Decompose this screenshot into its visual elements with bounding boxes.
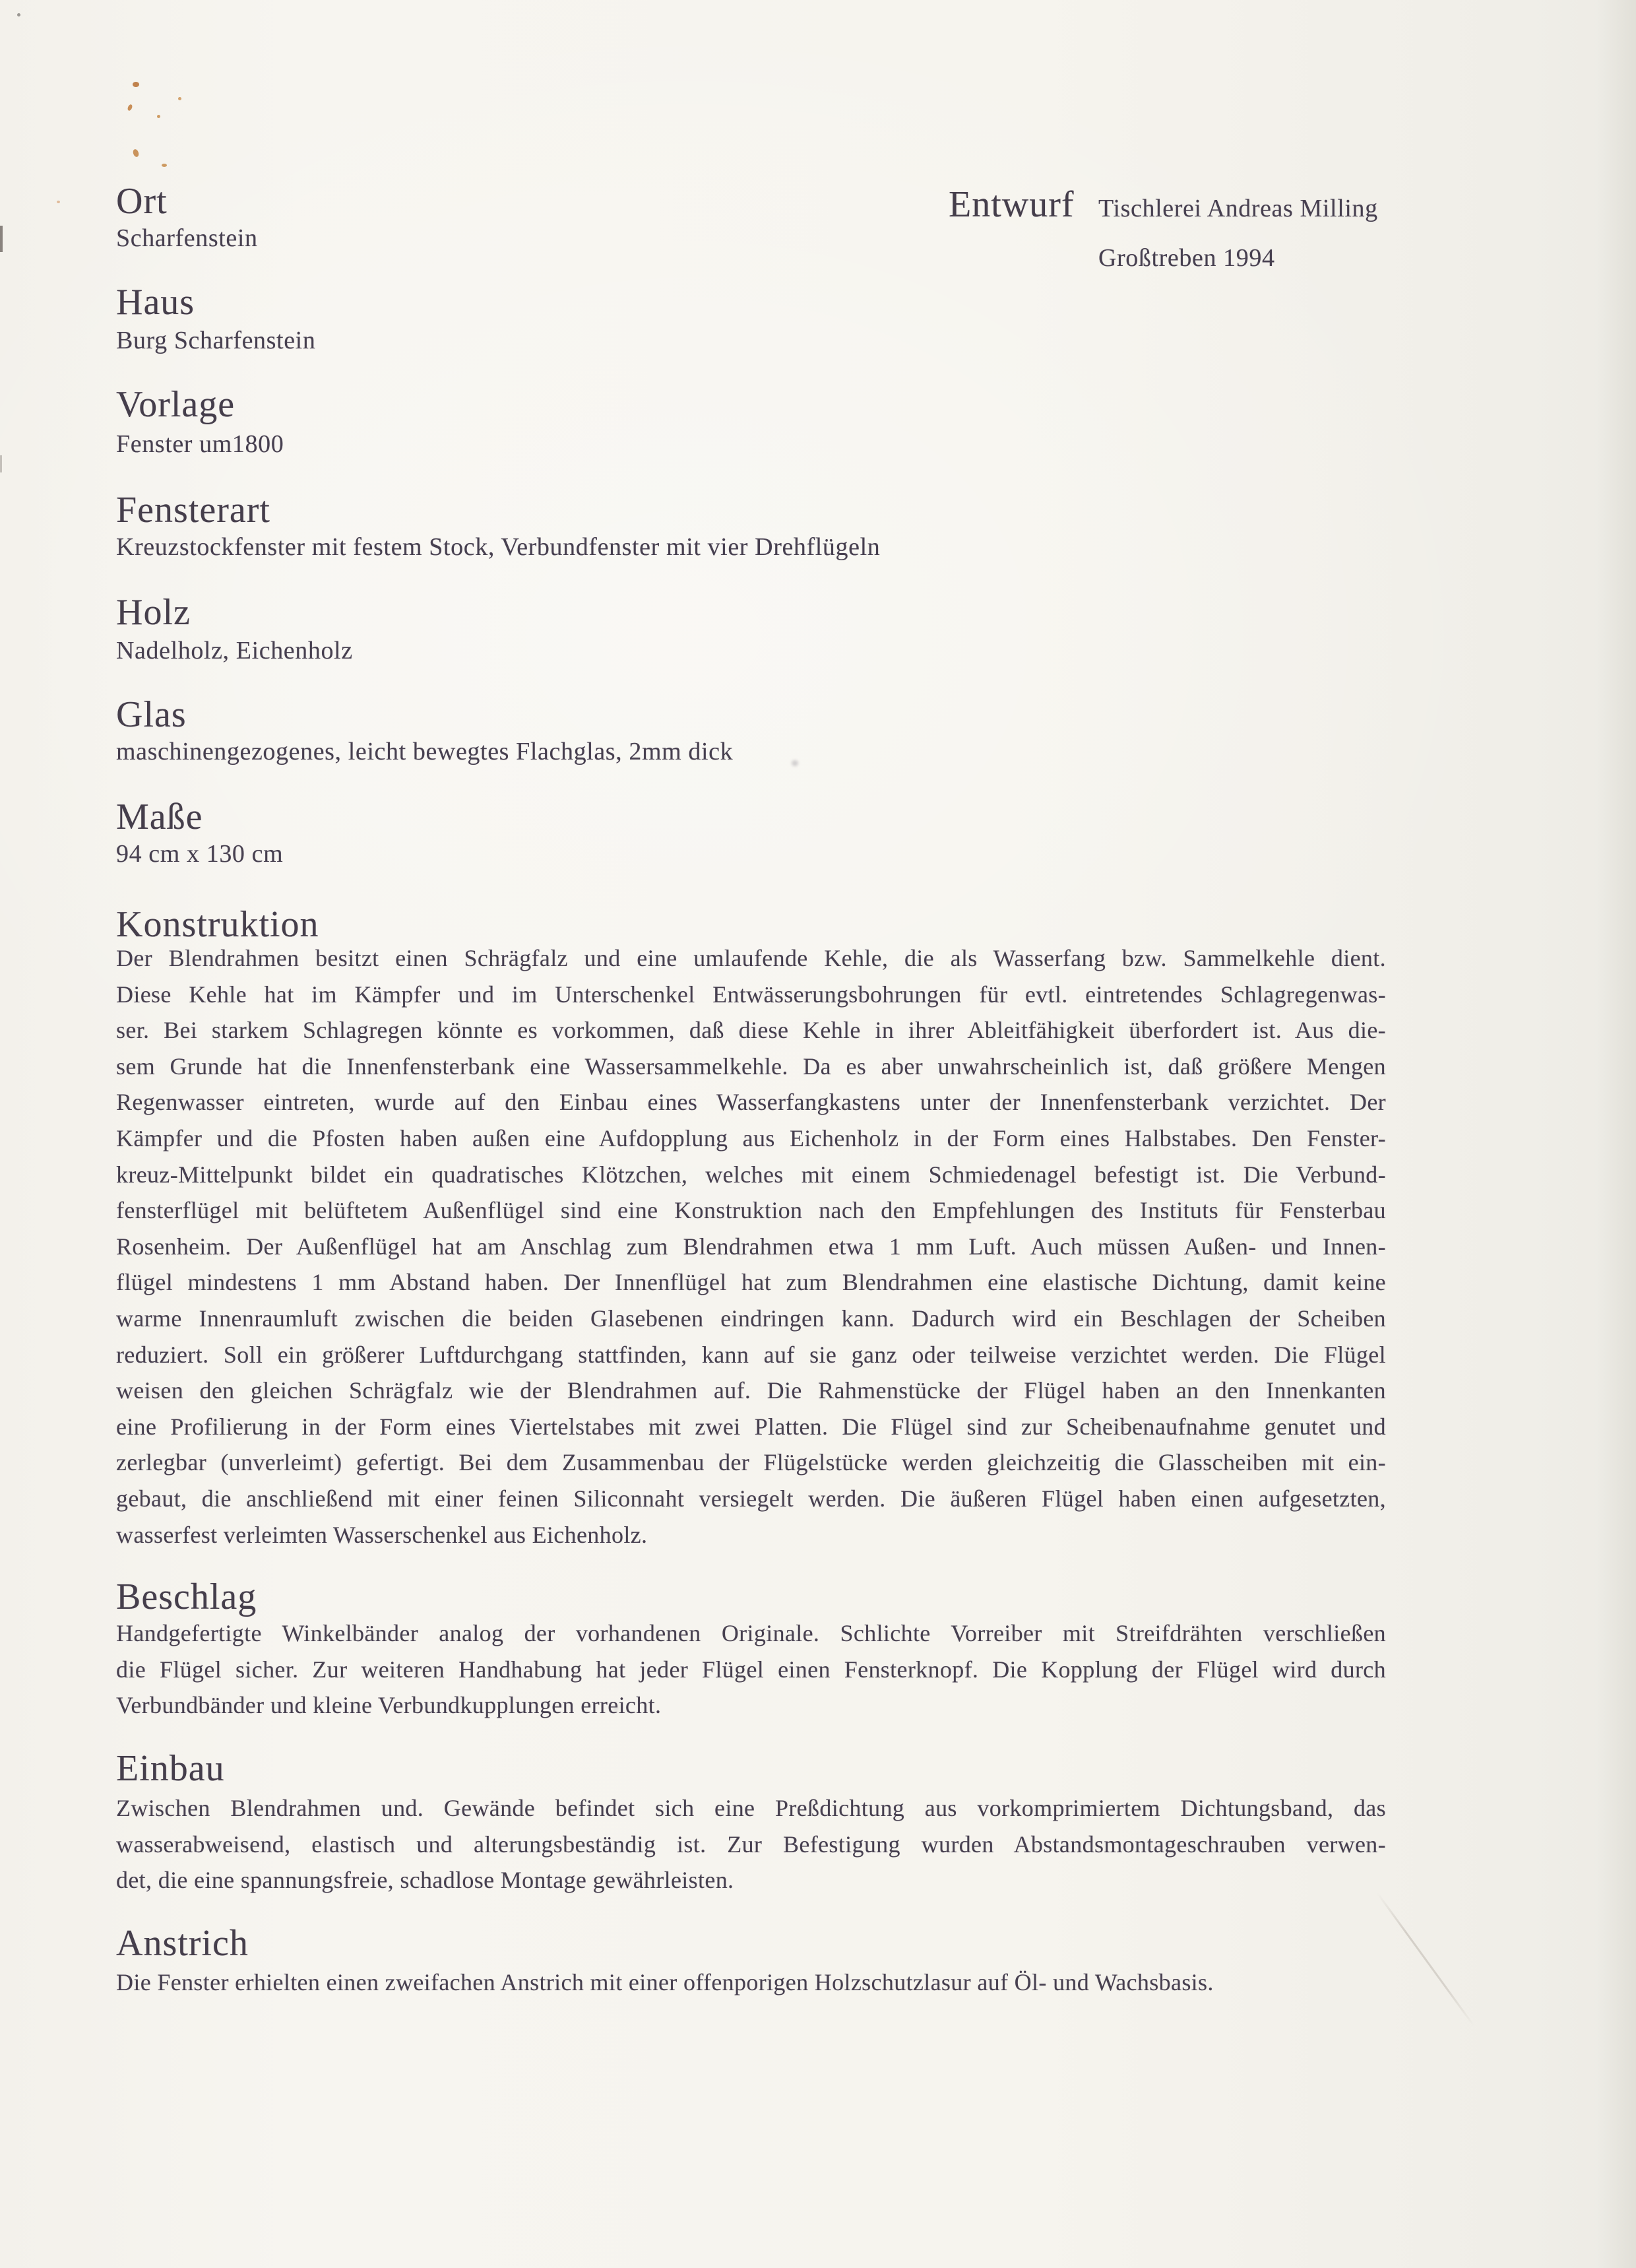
paragraph-line: sem Grunde hat die Innenfensterbank eine Wassersammelkehle. Da es aber unwahrscheinlich ist, daß größere Mengen xyxy=(116,1053,1386,1080)
scan-edge-mark xyxy=(0,226,3,252)
paragraph-line: Kämpfer und die Pfosten haben außen eine Aufdopplung aus Eichenholz in der Form eines Halbstabes. Den Fenster- xyxy=(116,1124,1386,1151)
paragraph-line: Die Fenster erhielten einen zweifachen Anstrich mit einer offenporigen Holzschutzlasur auf Öl- und Wachsbasis. xyxy=(116,1969,1214,1995)
paragraph-line: det, die eine spannungsfreie, schadlose Montage gewährleisten. xyxy=(116,1867,734,1894)
section-body-konstruktion xyxy=(116,940,1386,1553)
paragraph-line: Zwischen Blendrahmen und. Gewände befindet sich eine Preßdichtung aus vorkomprimiertem Dichtungsband, das xyxy=(116,1795,1386,1821)
paragraph-line: zerlegbar (unverleimt) gefertigt. Bei dem Zusammenbau der Flügelstücke werden gleichzeitig die Glasscheiben mit ein- xyxy=(116,1449,1386,1476)
rust-speck xyxy=(162,164,167,167)
rust-speck xyxy=(132,148,140,158)
field-value-fensterart: Kreuzstockfenster mit festem Stock, Verbundfenster mit vier Drehflügeln xyxy=(116,533,881,561)
paragraph-line: Der Blendrahmen besitzt einen Schrägfalz und eine umlaufende Kehle, die als Wasserfang bzw. Sammelkehle dient. xyxy=(116,945,1386,971)
field-label-ort: Ort xyxy=(116,181,168,222)
paragraph-line: Verbundbänder und kleine Verbundkupplungen erreicht. xyxy=(116,1692,662,1719)
field-value-holz: Nadelholz, Eichenholz xyxy=(116,637,353,664)
paragraph-line: fensterflügel mit belüftetem Außenflügel sind eine Konstruktion nach den Empfehlungen des Instituts für Fensterbau xyxy=(116,1197,1386,1224)
field-label-entwurf: Entwurf xyxy=(949,184,1075,225)
section-heading-beschlag: Beschlag xyxy=(116,1576,257,1617)
scan-smudge xyxy=(792,760,798,766)
field-label-holz: Holz xyxy=(116,592,191,633)
section-heading-einbau: Einbau xyxy=(116,1748,225,1789)
paragraph-line: eine Profilierung in der Form eines Viertelstabes mit zwei Platten. Die Flügel sind zur Scheibenaufnahme genutet und xyxy=(116,1413,1386,1440)
section-heading-konstruktion: Konstruktion xyxy=(116,904,319,945)
paragraph-line: Regenwasser eintreten, wurde auf den Einbau eines Wasserfangkastens unter der Innenfensterbank verzichtet. Der xyxy=(116,1089,1386,1116)
paper-crease xyxy=(1377,1893,1475,2027)
rust-speck xyxy=(157,115,160,118)
paragraph-line: kreuz-Mittelpunkt bildet ein quadratisches Klötzchen, welches mit einem Schmiedenagel befestigt ist. Die Verbund- xyxy=(116,1161,1386,1188)
field-value-glas: maschinengezogenes, leicht bewegtes Flachglas, 2mm dick xyxy=(116,738,734,765)
field-label-vorlage: Vorlage xyxy=(116,384,236,425)
scan-edge-mark xyxy=(0,455,2,472)
paragraph-line: die Flügel sicher. Zur weiteren Handhabung hat jeder Flügel einen Fensterknopf. Die Kopplung der Flügel wird durch xyxy=(116,1656,1386,1683)
section-body-anstrich xyxy=(116,1964,1386,2001)
paragraph-line: Rosenheim. Der Außenflügel hat am Anschlag zum Blendrahmen etwa 1 mm Luft. Auch müssen Außen- und Innen- xyxy=(116,1233,1386,1260)
scan-smudge xyxy=(614,1706,619,1711)
field-value-vorlage: Fenster um1800 xyxy=(116,430,284,458)
entwurf-place-year: Großtreben 1994 xyxy=(1098,244,1275,272)
section-heading-anstrich: Anstrich xyxy=(116,1923,249,1964)
entwurf-company: Tischlerei Andreas Milling xyxy=(1098,195,1378,222)
field-label-masse: Maße xyxy=(116,796,203,837)
section-body-beschlag xyxy=(116,1615,1386,1724)
field-label-glas: Glas xyxy=(116,694,187,735)
rust-speck xyxy=(57,201,60,203)
paragraph-line: warme Innenraumluft zwischen die beiden Glasebenen eindringen kann. Dadurch wird ein Beschlagen der Scheiben xyxy=(116,1305,1386,1332)
paragraph-line: gebaut, die anschließend mit einer feinen Siliconnaht versiegelt werden. Die äußeren Flügel haben einen aufgesetzten, xyxy=(116,1485,1386,1512)
paragraph-line: ser. Bei starkem Schlagregen könnte es vorkommen, daß diese Kehle in ihrer Ableitfähigkeit überfordert ist. Aus die- xyxy=(116,1017,1386,1044)
field-value-ort: Scharfenstein xyxy=(116,224,258,252)
rust-speck xyxy=(178,97,181,100)
dust-speck xyxy=(17,13,20,16)
paragraph-line: wasserabweisend, elastisch und alterungsbeständig ist. Zur Befestigung wurden Abstandsmontageschrauben verwen- xyxy=(116,1831,1386,1858)
paragraph-line: Handgefertigte Winkelbänder analog der vorhandenen Originale. Schlichte Vorreiber mit Streifdrähten verschließen xyxy=(116,1620,1386,1646)
rust-speck xyxy=(133,82,139,87)
paragraph-line: weisen den gleichen Schrägfalz wie der Blendrahmen auf. Die Rahmenstücke der Flügel haben an den Innenkanten xyxy=(116,1377,1386,1404)
rust-speck xyxy=(127,104,133,112)
section-body-einbau xyxy=(116,1790,1386,1898)
paragraph-line: wasserfest verleimten Wasserschenkel aus Eichenholz. xyxy=(116,1521,648,1548)
field-value-masse: 94 cm x 130 cm xyxy=(116,840,284,868)
field-label-fensterart: Fensterart xyxy=(116,490,270,531)
paragraph-line: reduziert. Soll ein größerer Luftdurchgang stattfinden, kann auf sie ganz oder teilweise verzichtet werden. Die Flügel xyxy=(116,1341,1386,1368)
field-label-haus: Haus xyxy=(116,282,195,323)
field-value-haus: Burg Scharfenstein xyxy=(116,327,316,354)
scan-edge-shadow xyxy=(1596,0,1636,2268)
paragraph-line: flügel mindestens 1 mm Abstand haben. Der Innenflügel hat zum Blendrahmen eine elastische Dichtung, damit keine xyxy=(116,1269,1386,1296)
paragraph-line: Diese Kehle hat im Kämpfer und im Unterschenkel Entwässerungsbohrungen für evtl. eintretendes Schlagregenwas- xyxy=(116,981,1386,1008)
